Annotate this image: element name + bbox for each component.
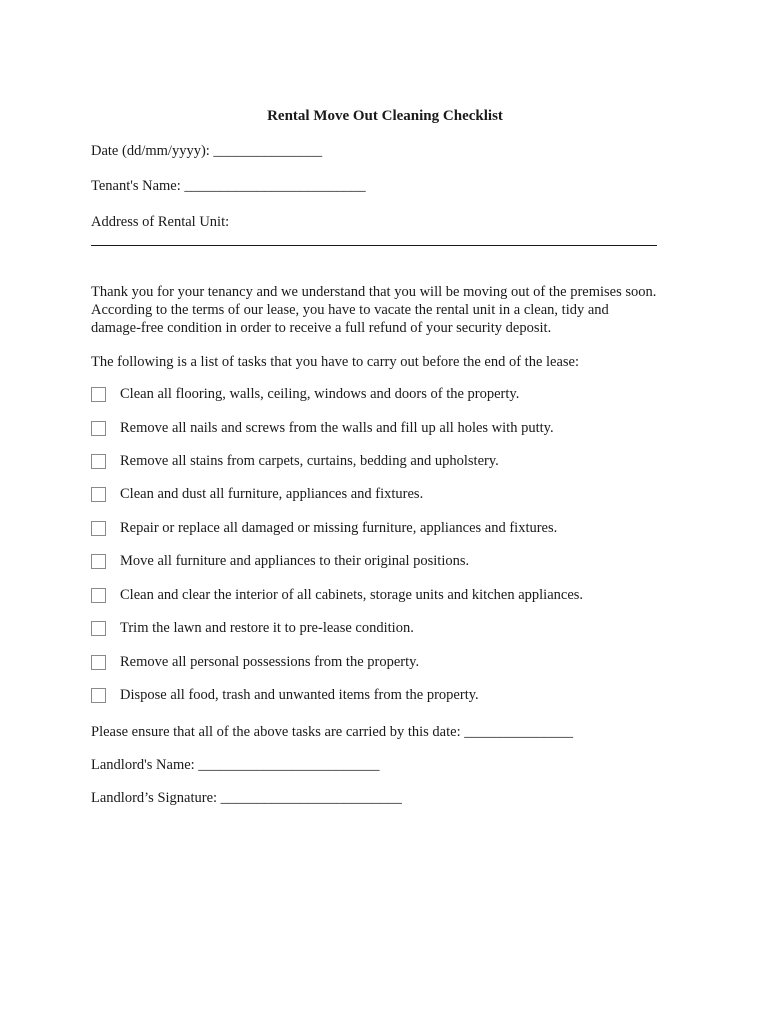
landlord-name-field[interactable]: Landlord's Name: _________________________ xyxy=(91,757,380,773)
task-checkbox[interactable] xyxy=(91,521,106,536)
task-list-intro: The following is a list of tasks that you have to carry out before the end of the lease: xyxy=(91,354,580,370)
checklist-item xyxy=(91,619,711,639)
date-field[interactable]: Date (dd/mm/yyyy): _______________ xyxy=(91,143,323,159)
task-checkbox[interactable] xyxy=(91,387,106,402)
task-label: Remove all nails and screws from the walls and fill up all holes with putty. xyxy=(120,420,554,436)
task-checkbox[interactable] xyxy=(91,487,106,502)
task-label: Repair or replace all damaged or missing furniture, appliances and fixtures. xyxy=(120,520,558,536)
tenant-name-field[interactable]: Tenant's Name: _________________________ xyxy=(91,178,366,194)
intro-paragraph xyxy=(91,283,691,337)
address-field-line[interactable] xyxy=(91,245,657,246)
task-label: Trim the lawn and restore it to pre-lease condition. xyxy=(120,620,414,636)
task-label: Clean and clear the interior of all cabinets, storage units and kitchen appliances. xyxy=(120,587,584,603)
task-label: Move all furniture and appliances to their original positions. xyxy=(120,553,470,569)
task-label: Dispose all food, trash and unwanted items from the property. xyxy=(120,687,479,703)
document-title: Rental Move Out Cleaning Checklist xyxy=(267,108,503,124)
checklist-item xyxy=(91,653,711,673)
checklist-item xyxy=(91,519,711,539)
checklist-item xyxy=(91,419,711,439)
task-checkbox[interactable] xyxy=(91,621,106,636)
checklist-item xyxy=(91,586,711,606)
task-checkbox[interactable] xyxy=(91,688,106,703)
landlord-signature-field[interactable]: Landlord’s Signature: _________________________ xyxy=(91,790,402,806)
task-checkbox[interactable] xyxy=(91,588,106,603)
task-checkbox[interactable] xyxy=(91,655,106,670)
task-label: Remove all stains from carpets, curtains, bedding and upholstery. xyxy=(120,453,499,469)
task-label: Remove all personal possessions from the property. xyxy=(120,654,420,670)
address-label: Address of Rental Unit: xyxy=(91,214,230,230)
paragraph-line: According to the terms of our lease, you have to vacate the rental unit in a clean, tidy and xyxy=(91,302,609,318)
task-label: Clean and dust all furniture, appliances and fixtures. xyxy=(120,486,424,502)
task-checkbox[interactable] xyxy=(91,421,106,436)
checklist-item xyxy=(91,452,711,472)
task-label: Clean all flooring, walls, ceiling, windows and doors of the property. xyxy=(120,386,520,402)
paragraph-line: damage-free condition in order to receive a full refund of your security deposit. xyxy=(91,320,552,336)
task-checkbox[interactable] xyxy=(91,454,106,469)
checklist-item xyxy=(91,385,711,405)
ensure-date-field[interactable]: Please ensure that all of the above tasks are carried by this date: _______________ xyxy=(91,724,573,740)
task-checkbox[interactable] xyxy=(91,554,106,569)
checklist-item xyxy=(91,552,711,572)
paragraph-line: Thank you for your tenancy and we understand that you will be moving out of the premises soon. xyxy=(91,284,657,300)
checklist-item xyxy=(91,485,711,505)
checklist-item xyxy=(91,686,711,706)
